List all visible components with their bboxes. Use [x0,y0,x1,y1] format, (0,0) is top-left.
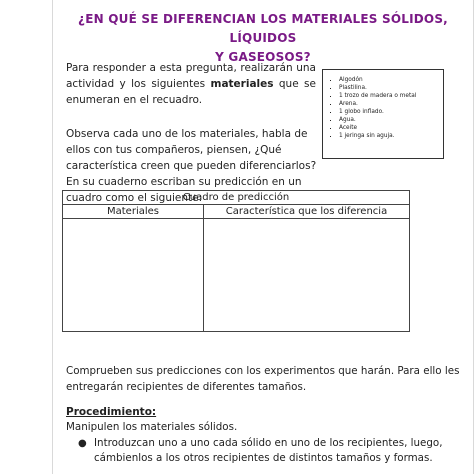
table-header-materials: Materiales [63,205,204,219]
observation-paragraph: Observa cada uno de los materiales, habla de ellos con tus compañeros, piensen, ¿Qué característica creen que pueden diferenciarlos? En su cuaderno escriban su predicción en un cuadro como el siguiente: [66,128,317,204]
title-line-1: ¿EN QUÉ SE DIFERENCIAN LOS MATERIALES SÓLIDOS, LÍQUIDOS [78,12,448,45]
material-item: ▪ 1 jeringa sin aguja. [339,132,439,140]
title-line-2: Y GASEOSOS? [215,50,311,64]
material-item: ▪ Agua. [339,116,439,124]
procedure-bullet-text: Introduzcan uno a uno cada sólido en uno de los recipientes, luego, cámbienlos a los otros recipientes de distintos tamaños y formas. [94,437,443,464]
material-item: ▪ Algodón [339,76,439,84]
procedure-title: Procedimiento: [66,406,157,418]
intro-paragraph [66,60,316,108]
table-cell-characteristic [204,219,410,332]
table-caption: Cuadro de predicción [63,191,410,205]
prediction-table-wrapper [62,190,410,332]
procedure-bullet [78,436,463,466]
document-page [60,8,466,464]
page-title [60,10,466,67]
material-item: ▪ 1 trozo de madera o metal [339,92,439,100]
procedure-line: Manipulen los materiales sólidos. [66,421,238,433]
table-header-characteristic: Característica que los diferencia [204,205,410,219]
materials-box [322,69,444,159]
intro-text-before: Para responder a esta pregunta, realizarán una actividad y los siguientes [66,62,316,90]
intro-bold-word: materiales [210,78,274,90]
verification-paragraph: Comprueben sus predicciones con los experimentos que harán. Para ello les entregarán recipientes de diferentes tamaños. [66,365,460,393]
intro-text-after: que se enumeran en el recuadro. [66,78,316,106]
material-item: ▪ Plastilina. [339,84,439,92]
bullet-icon: ● [78,438,87,449]
material-item: ▪ Aceite [339,124,439,132]
material-item: ▪ Arena. [339,100,439,108]
table-cell-materials [63,219,204,332]
materials-list [329,76,439,140]
material-item: ▪ 1 globo inflado. [339,108,439,116]
prediction-table [62,190,410,332]
